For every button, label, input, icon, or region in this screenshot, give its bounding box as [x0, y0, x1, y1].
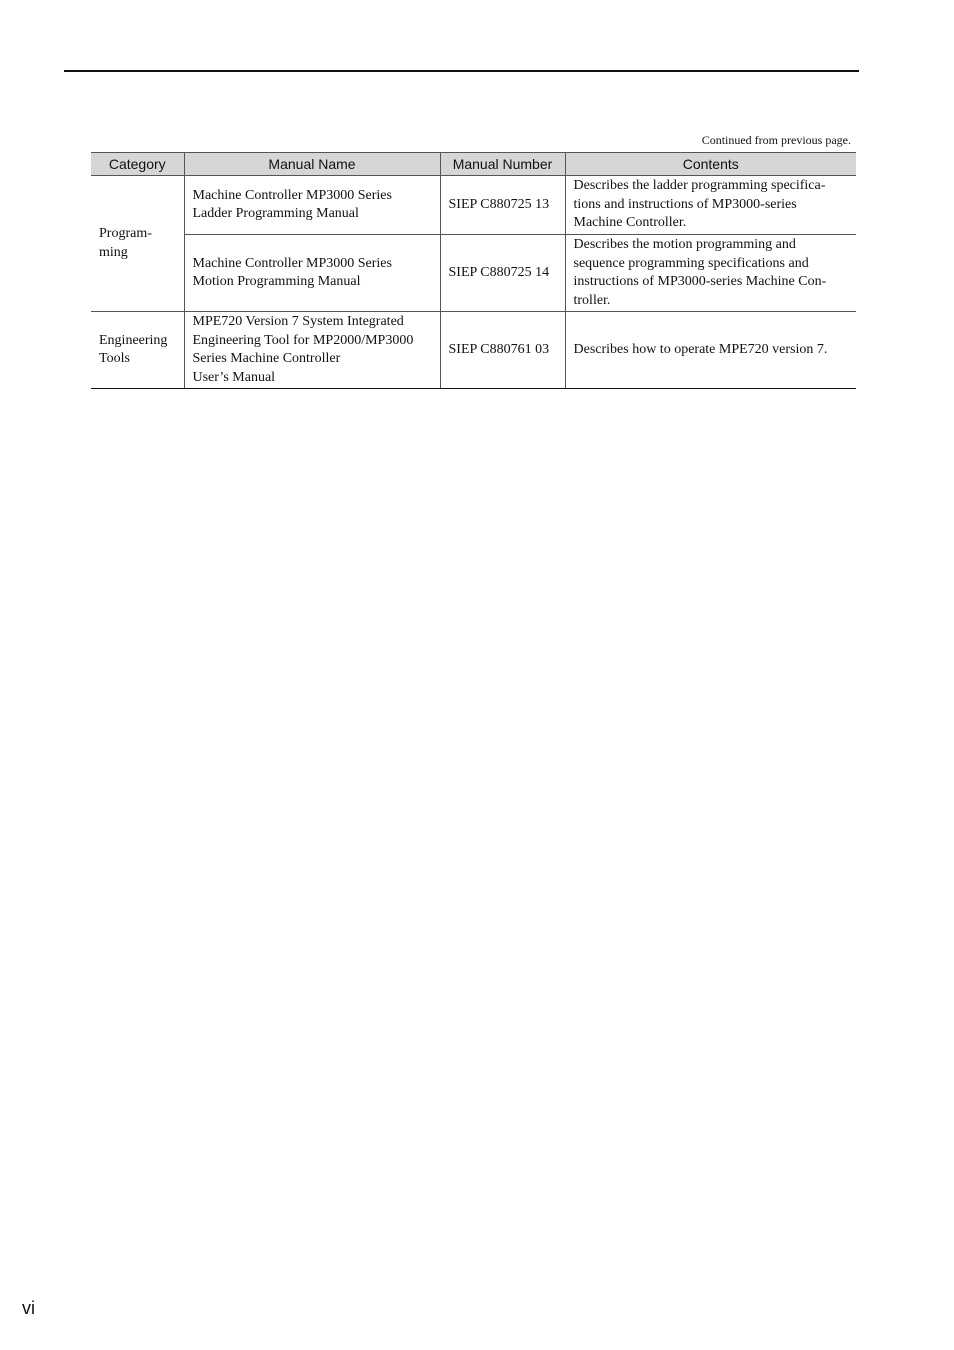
- manual-name-cell: [184, 176, 440, 235]
- category-line: ming: [99, 244, 128, 260]
- table-row: [91, 312, 856, 389]
- manuals-table: [91, 152, 856, 389]
- manual-number-cell: SIEP C880725 13: [440, 176, 565, 235]
- contents-line: Describes how to operate MPE720 version 7.: [573, 341, 828, 357]
- table-row: [91, 176, 856, 235]
- category-line: Tools: [99, 351, 130, 366]
- manual-name-cell: [184, 235, 440, 312]
- manual-name-line: Motion Programming Manual: [192, 274, 361, 289]
- contents-line: instructions of MP3000-series Machine Con-: [573, 274, 827, 289]
- contents-cell: [565, 312, 856, 389]
- manual-name-line: Engineering Tool for MP2000/MP3000: [192, 332, 414, 348]
- contents-line: Describes the motion programming and: [573, 237, 796, 252]
- header-contents: Contents: [565, 153, 856, 176]
- page-number: vi: [22, 1298, 35, 1318]
- category-line: Engineering: [99, 332, 168, 348]
- manual-number-cell: SIEP C880761 03: [440, 312, 565, 389]
- contents-line: tions and instructions of MP3000-series: [573, 196, 797, 212]
- table-header-row: [91, 153, 856, 176]
- table-row: [91, 235, 856, 312]
- contents-cell: [565, 235, 856, 312]
- header-rule: [64, 70, 859, 72]
- continued-note: Continued from previous page.: [701, 133, 851, 147]
- contents-line: Machine Controller.: [573, 215, 687, 231]
- contents-line: Describes the ladder programming specifica-: [573, 178, 826, 194]
- manual-name-line: MPE720 Version 7 System Integrated: [192, 314, 404, 329]
- category-line: Program-: [99, 226, 152, 241]
- contents-line: troller.: [573, 292, 611, 308]
- manual-name-line: Series Machine Controller: [192, 351, 341, 366]
- header-category: Category: [91, 153, 184, 176]
- contents-line: sequence programming specifications and: [573, 255, 809, 271]
- header-manual-name: Manual Name: [184, 153, 440, 176]
- manual-number-cell: SIEP C880725 14: [440, 235, 565, 312]
- manual-name-line: Machine Controller MP3000 Series: [192, 187, 392, 203]
- category-cell: [91, 312, 184, 389]
- manual-name-line: Ladder Programming Manual: [192, 206, 359, 221]
- category-cell: [91, 176, 184, 312]
- contents-cell: [565, 176, 856, 235]
- manual-name-line: User’s Manual: [192, 369, 276, 385]
- manual-name-cell: [184, 312, 440, 389]
- manual-name-line: Machine Controller MP3000 Series: [192, 255, 392, 271]
- header-manual-number: Manual Number: [440, 153, 565, 176]
